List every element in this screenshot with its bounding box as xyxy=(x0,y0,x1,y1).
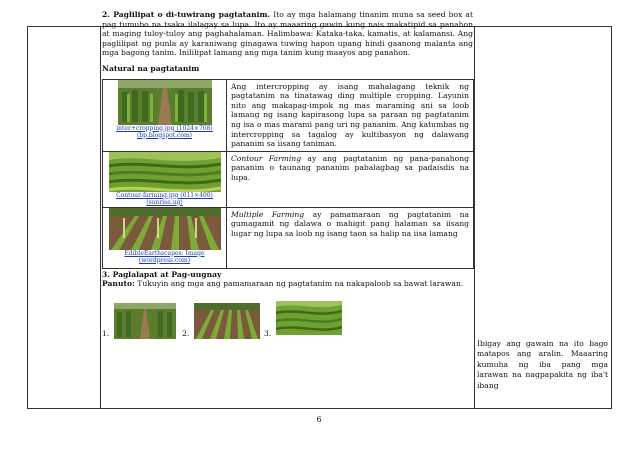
row-description: Ang intercropping ay isang mahalagang teknik ng pagtatanim na tinatawag ding multiple cropping. Layunin nito ang makapag-impok ng mas maraming ani sa loob lamang ng isang kapirasong lupa sa paraan ng pagtatanim ng isa o mas marami pang uri ng pananim. Ang katumbas ng intercropping sa tagalog ay kultibasyon ng dalawang pananim sa iisang taniman. xyxy=(231,81,469,149)
exercise-photo-2 xyxy=(194,303,260,339)
exercise-item-1 xyxy=(102,301,182,339)
page-number: 6 xyxy=(316,415,322,424)
section2-title: 2. Paglilipat o di-tuwirang pagtatanim. xyxy=(102,10,271,19)
text-cell xyxy=(227,79,474,151)
image-caption-source[interactable]: (wordpress.com) xyxy=(138,256,191,264)
panuto-label: Panuto: xyxy=(102,279,135,289)
image-caption[interactable]: EdibleEarthscapes: Image xyxy=(124,249,205,257)
column-divider-right xyxy=(474,27,475,408)
exercise-photo-3 xyxy=(276,301,342,335)
table-row xyxy=(103,151,474,207)
column-divider-left xyxy=(100,27,101,408)
teacher-note: Ibigay ang gawain na ito bago matapos ang aralin. Maaaring kumuha ng iba pang mga larawan na nagpapakita ng iba't ibang xyxy=(477,339,608,390)
section2-paragraph xyxy=(102,10,473,58)
panuto-text: Tukuyin ang mga ang pamamaraan ng pagtatanim na nakapaloob sa bawat larawan. xyxy=(134,279,464,289)
table-row xyxy=(103,207,474,268)
section3-title: 3. Paglalapat at Pag-uugnay xyxy=(102,269,222,279)
row-term: Contour Farming xyxy=(231,153,302,163)
image-caption[interactable]: Contour-farming.jpg (611×400) xyxy=(116,191,213,199)
exercise-images xyxy=(102,297,473,339)
section2-body: Ito ay mga halamang tinanim muna sa seed box at pag tumubo na tsaka ilalagay sa lupa. Ito ay maaaring gawin kung nais makatipid sa panahon at maging tuloy-tuloy ang paghahalaman. Halimbawa: Kataka-taka, kamatis, at kalamansi. Ang paglilipat ng punla ay karaniwang ginagawa tuwing hapon upang hindi gaanong malanta ang mga bagong tanim. Inililipat lamang ang mga tanim kung maayos ang panahon. xyxy=(102,10,473,58)
exercise-photo-1 xyxy=(114,303,176,339)
exercise-item-2 xyxy=(182,301,264,339)
row-description: ay ang pagtatanim ng pana-panahong pananim o taunang pananim pabalagbag sa padaisdis na lupa. xyxy=(231,153,469,182)
image-cell xyxy=(103,151,227,207)
image-cell xyxy=(103,79,227,151)
table-row xyxy=(103,79,474,151)
image-cell xyxy=(103,207,227,268)
exercise-item-3 xyxy=(264,301,350,339)
multiple-farming-photo xyxy=(109,208,221,250)
lesson-content xyxy=(102,10,473,339)
image-caption[interactable]: inter+cropping.jpg (1024×768) xyxy=(116,124,213,132)
item-number: 3. xyxy=(264,329,272,339)
row-description: ay pamamaraan ng pagtatanim na gumagamit ng dalawa o mahigit pang halaman sa iisang lugar ng lupa sa loob ng isang taon sa halip na iisa lamang xyxy=(231,209,469,238)
natural-title: Natural na pagtatanim xyxy=(102,63,200,73)
text-cell xyxy=(227,151,474,207)
intercropping-photo xyxy=(118,80,212,125)
item-number: 1. xyxy=(102,329,110,339)
image-caption-source[interactable]: (sunrise.ug) xyxy=(146,198,183,206)
image-caption-source[interactable]: (bp.blogspot.com) xyxy=(137,131,192,139)
contour-farming-photo xyxy=(109,152,221,192)
natural-farming-table xyxy=(102,79,474,269)
text-cell xyxy=(227,207,474,268)
item-number: 2. xyxy=(182,329,190,339)
row-term: Multiple Farming xyxy=(231,209,305,219)
panuto-paragraph xyxy=(102,279,473,289)
